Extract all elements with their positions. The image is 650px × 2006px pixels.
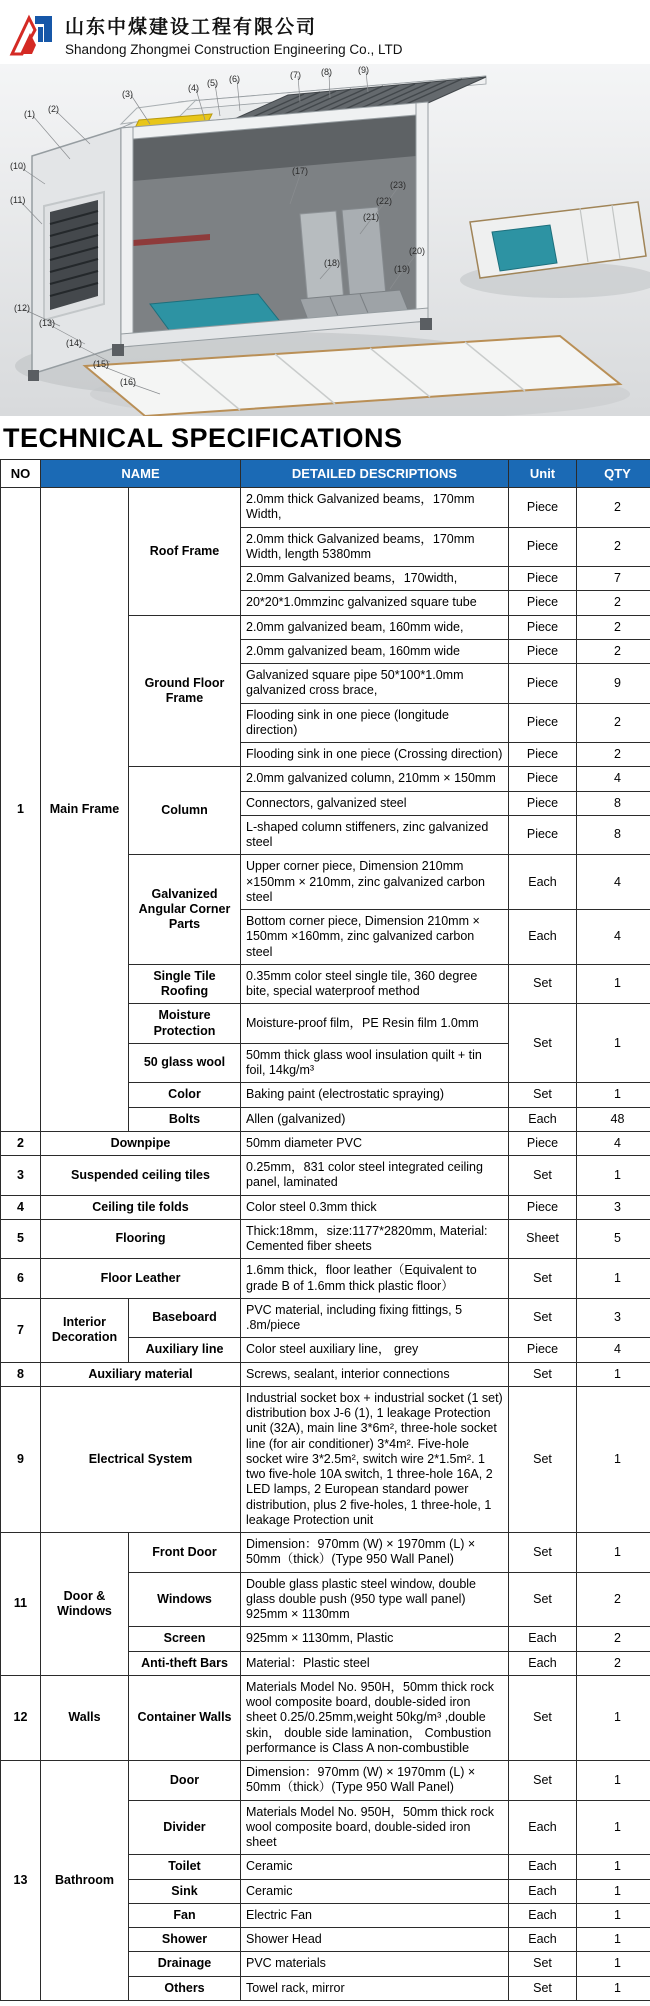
callout-label: (20) xyxy=(409,246,426,256)
company-name-en: Shandong Zhongmei Construction Engineering Co., LTD xyxy=(65,41,403,57)
description-cell: Connectors, galvanized steel xyxy=(241,791,509,815)
description-cell: Thick:18mm，size:1177*2820mm, Material: Cemented fiber sheets xyxy=(241,1219,509,1259)
unit-cell: Each xyxy=(509,1627,577,1651)
qty-cell: 1 xyxy=(577,1362,650,1386)
description-cell: Material：Plastic steel xyxy=(241,1651,509,1675)
subname-cell: Ground Floor Frame xyxy=(129,615,241,767)
unit-cell: Piece xyxy=(509,488,577,528)
table-row xyxy=(1,1675,650,1760)
callout-label: (10) xyxy=(10,161,27,171)
callout-label: (8) xyxy=(321,67,332,77)
name-cell: Flooring xyxy=(41,1219,241,1259)
description-cell: Ceramic xyxy=(241,1855,509,1879)
row-number-cell: 13 xyxy=(1,1761,41,2001)
callout-label: (18) xyxy=(324,258,341,268)
unit-cell: Each xyxy=(509,1800,577,1855)
description-cell: Upper corner piece, Dimension 210mm ×150mm × 210mm, zinc galvanized carbon steel xyxy=(241,855,509,910)
qty-cell: 4 xyxy=(577,767,650,791)
description-cell: Double glass plastic steel window, double glass double push (950 type wall panel) 925mm × 1130mm xyxy=(241,1572,509,1627)
table-row xyxy=(1,1761,650,1801)
unit-cell: Set xyxy=(509,1362,577,1386)
unit-cell: Sheet xyxy=(509,1219,577,1259)
unit-cell: Set xyxy=(509,1083,577,1107)
unit-cell: Set xyxy=(509,1386,577,1532)
unit-cell: Piece xyxy=(509,1131,577,1155)
subname-cell: Bolts xyxy=(129,1107,241,1131)
table-row xyxy=(1,1259,650,1299)
description-cell: 925mm × 1130mm, Plastic xyxy=(241,1627,509,1651)
callout-label: (4) xyxy=(188,83,199,93)
subname-cell: Windows xyxy=(129,1572,241,1627)
unit-cell: Set xyxy=(509,1156,577,1196)
description-cell: L-shaped column stiffeners, zinc galvanized steel xyxy=(241,815,509,855)
unit-cell: Piece xyxy=(509,639,577,663)
qty-cell: 1 xyxy=(577,1533,650,1573)
qty-cell: 9 xyxy=(577,664,650,704)
callout-label: (2) xyxy=(48,104,59,114)
description-cell: Dimension：970mm (W) × 1970mm (L) × 50mm（thick）(Type 950 Wall Panel) xyxy=(241,1533,509,1573)
table-row xyxy=(1,1362,650,1386)
callout-label: (23) xyxy=(390,180,407,190)
spec-table-head xyxy=(1,460,650,488)
callout-label: (15) xyxy=(93,359,110,369)
description-cell: 2.0mm galvanized beam, 160mm wide xyxy=(241,639,509,663)
description-cell: Allen (galvanized) xyxy=(241,1107,509,1131)
row-number-cell: 12 xyxy=(1,1675,41,1760)
subname-cell: Divider xyxy=(129,1800,241,1855)
table-header-row xyxy=(1,460,650,488)
name-cell: Downpipe xyxy=(41,1131,241,1155)
qty-cell: 8 xyxy=(577,791,650,815)
name-cell: Floor Leather xyxy=(41,1259,241,1299)
qty-cell: 3 xyxy=(577,1195,650,1219)
description-cell: Electric Fan xyxy=(241,1903,509,1927)
unit-cell: Piece xyxy=(509,615,577,639)
unit-cell: Set xyxy=(509,1004,577,1083)
qty-cell: 2 xyxy=(577,1627,650,1651)
unit-cell: Set xyxy=(509,1761,577,1801)
name-cell: Auxiliary material xyxy=(41,1362,241,1386)
spec-table xyxy=(0,459,650,2001)
qty-cell: 2 xyxy=(577,639,650,663)
row-number-cell: 2 xyxy=(1,1131,41,1155)
table-row xyxy=(1,1156,650,1196)
subname-cell: Single Tile Roofing xyxy=(129,964,241,1004)
description-cell: 0.25mm，831 color steel integrated ceiling panel, laminated xyxy=(241,1156,509,1196)
qty-cell: 7 xyxy=(577,567,650,591)
description-cell: Galvanized square pipe 50*100*1.0mm galvanized cross brace, xyxy=(241,664,509,704)
description-cell: Industrial socket box + industrial socket (1 set) distribution box J-6 (1), 1 leakage Protection unit (32A), main line 3*6m², three-hole socket line (for air conditioner) 3*4m². Five-hole socket wire 3*2.5m², switch wire 2*1.5m². 1 two five-hole 10A switch, 1 three-hole 16A, 2 LED lamps, 2 European standard power distribution, plus 2 five-holes, 1 three-hole, 1 leakage Protection unit xyxy=(241,1386,509,1532)
company-name-cn: 山东中煤建设工程有限公司 xyxy=(65,16,318,38)
name-cell: Interior Decoration xyxy=(41,1298,129,1362)
description-cell: Color steel 0.3mm thick xyxy=(241,1195,509,1219)
callout-label: (11) xyxy=(10,195,26,205)
table-row xyxy=(1,1298,650,1338)
qty-cell: 1 xyxy=(577,1879,650,1903)
subname-cell: Container Walls xyxy=(129,1675,241,1760)
row-number-cell: 1 xyxy=(1,488,41,1132)
callout-label: (17) xyxy=(292,166,309,176)
unit-cell: Set xyxy=(509,1298,577,1338)
qty-cell: 48 xyxy=(577,1107,650,1131)
qty-cell: 4 xyxy=(577,1338,650,1362)
unit-cell: Each xyxy=(509,1879,577,1903)
description-cell: 50mm diameter PVC xyxy=(241,1131,509,1155)
qty-cell: 4 xyxy=(577,910,650,965)
qty-cell: 1 xyxy=(577,1952,650,1976)
unit-cell: Set xyxy=(509,1259,577,1299)
subname-cell: Shower xyxy=(129,1928,241,1952)
subname-cell: Moisture Protection xyxy=(129,1004,241,1044)
row-number-cell: 4 xyxy=(1,1195,41,1219)
unit-cell: Set xyxy=(509,1533,577,1573)
callout-label: (6) xyxy=(229,74,240,84)
qty-cell: 4 xyxy=(577,1131,650,1155)
row-number-cell: 6 xyxy=(1,1259,41,1299)
unit-cell: Piece xyxy=(509,791,577,815)
description-cell: Bottom corner piece, Dimension 210mm × 150mm ×160mm, zinc galvanized carbon steel xyxy=(241,910,509,965)
subname-cell: Toilet xyxy=(129,1855,241,1879)
callout-label: (5) xyxy=(207,78,218,88)
row-number-cell: 11 xyxy=(1,1533,41,1676)
header-cell: QTY xyxy=(577,460,650,488)
description-cell: 2.0mm thick Galvanized beams，170mm Width, length 5380mm xyxy=(241,527,509,567)
unit-cell: Piece xyxy=(509,527,577,567)
row-number-cell: 3 xyxy=(1,1156,41,1196)
qty-cell: 2 xyxy=(577,1572,650,1627)
subname-cell: Screen xyxy=(129,1627,241,1651)
unit-cell: Set xyxy=(509,1976,577,2000)
table-row xyxy=(1,1195,650,1219)
description-cell: Materials Model No. 950H，50mm thick rock wool composite board, double-sided iron sheet xyxy=(241,1800,509,1855)
description-cell: Materials Model No. 950H，50mm thick rock wool composite board, double-sided iron sheet 0.25/0.25mm,weight 50kg/m³ ,double skin， double side lamination， Combustion performance is Class A non-combustible xyxy=(241,1675,509,1760)
subname-cell: Color xyxy=(129,1083,241,1107)
description-cell: 2.0mm Galvanized beams，170width, xyxy=(241,567,509,591)
qty-cell: 8 xyxy=(577,815,650,855)
qty-cell: 1 xyxy=(577,1976,650,2000)
unit-cell: Piece xyxy=(509,1338,577,1362)
row-number-cell: 9 xyxy=(1,1386,41,1532)
qty-cell: 1 xyxy=(577,1386,650,1532)
subname-cell: Door xyxy=(129,1761,241,1801)
subname-cell: Baseboard xyxy=(129,1298,241,1338)
name-cell: Suspended ceiling tiles xyxy=(41,1156,241,1196)
page-title: TECHNICAL SPECIFICATIONS xyxy=(3,423,403,453)
callout-label: (19) xyxy=(394,264,411,274)
subname-cell: Front Door xyxy=(129,1533,241,1573)
unit-cell: Piece xyxy=(509,591,577,615)
qty-cell: 1 xyxy=(577,1761,650,1801)
qty-cell: 5 xyxy=(577,1219,650,1259)
callout-label: (13) xyxy=(39,318,56,328)
subname-cell: Auxiliary line xyxy=(129,1338,241,1362)
qty-cell: 2 xyxy=(577,527,650,567)
header-cell: DETAILED DESCRIPTIONS xyxy=(241,460,509,488)
qty-cell: 1 xyxy=(577,1800,650,1855)
container-exploded-view xyxy=(0,64,650,416)
description-cell: 2.0mm thick Galvanized beams，170mm Width, xyxy=(241,488,509,528)
name-cell: Electrical System xyxy=(41,1386,241,1532)
description-cell: PVC material, including fixing fittings, 5 .8m/piece xyxy=(241,1298,509,1338)
qty-cell: 1 xyxy=(577,1855,650,1879)
subname-cell: 50 glass wool xyxy=(129,1043,241,1083)
qty-cell: 1 xyxy=(577,964,650,1004)
description-cell: Dimension：970mm (W) × 1970mm (L) × 50mm（thick）(Type 950 Wall Panel) xyxy=(241,1761,509,1801)
unit-cell: Piece xyxy=(509,567,577,591)
qty-cell: 1 xyxy=(577,1903,650,1927)
subname-cell: Sink xyxy=(129,1879,241,1903)
description-cell: Screws, sealant, interior connections xyxy=(241,1362,509,1386)
description-cell: Shower Head xyxy=(241,1928,509,1952)
unit-cell: Each xyxy=(509,1855,577,1879)
callout-label: (14) xyxy=(66,338,83,348)
unit-cell: Piece xyxy=(509,664,577,704)
name-cell: Ceiling tile folds xyxy=(41,1195,241,1219)
description-cell: 2.0mm galvanized beam, 160mm wide, xyxy=(241,615,509,639)
description-cell: 20*20*1.0mmzinc galvanized square tube xyxy=(241,591,509,615)
description-cell: 1.6mm thick，floor leather（Equivalent to grade B of 1.6mm thick plastic floor） xyxy=(241,1259,509,1299)
callout-label: (9) xyxy=(358,65,369,75)
unit-cell: Piece xyxy=(509,743,577,767)
subname-cell: Others xyxy=(129,1976,241,2000)
spec-table-body xyxy=(1,488,650,2001)
description-cell: Towel rack, mirror xyxy=(241,1976,509,2000)
callout-label: (21) xyxy=(363,212,380,222)
page-header xyxy=(0,0,650,64)
unit-cell: Piece xyxy=(509,703,577,743)
description-cell: Baking paint (electrostatic spraying) xyxy=(241,1083,509,1107)
description-cell: Moisture-proof film，PE Resin film 1.0mm xyxy=(241,1004,509,1044)
qty-cell: 1 xyxy=(577,1259,650,1299)
qty-cell: 2 xyxy=(577,743,650,767)
row-number-cell: 5 xyxy=(1,1219,41,1259)
unit-cell: Each xyxy=(509,1928,577,1952)
unit-cell: Piece xyxy=(509,767,577,791)
description-cell: Color steel auxiliary line， grey xyxy=(241,1338,509,1362)
description-cell: Flooding sink in one piece (Crossing direction) xyxy=(241,743,509,767)
table-row xyxy=(1,1131,650,1155)
name-cell: Bathroom xyxy=(41,1761,129,2001)
unit-cell: Piece xyxy=(509,815,577,855)
callout-label: (7) xyxy=(290,70,301,80)
qty-cell: 4 xyxy=(577,855,650,910)
unit-cell: Each xyxy=(509,1903,577,1927)
header-cell: Unit xyxy=(509,460,577,488)
unit-cell: Set xyxy=(509,964,577,1004)
unit-cell: Set xyxy=(509,1675,577,1760)
unit-cell: Set xyxy=(509,1952,577,1976)
description-cell: 0.35mm color steel single tile, 360 degree bite, special waterproof method xyxy=(241,964,509,1004)
row-number-cell: 8 xyxy=(1,1362,41,1386)
description-cell: Ceramic xyxy=(241,1879,509,1903)
unit-cell: Each xyxy=(509,910,577,965)
unit-cell: Each xyxy=(509,855,577,910)
callout-layer xyxy=(0,64,650,416)
qty-cell: 1 xyxy=(577,1083,650,1107)
subname-cell: Roof Frame xyxy=(129,488,241,616)
name-cell: Door & Windows xyxy=(41,1533,129,1676)
subname-cell: Fan xyxy=(129,1903,241,1927)
row-number-cell: NO xyxy=(1,460,41,488)
callout-label: (12) xyxy=(14,303,31,313)
subname-cell: Galvanized Angular Corner Parts xyxy=(129,855,241,965)
name-cell: Main Frame xyxy=(41,488,129,1132)
table-row xyxy=(1,1219,650,1259)
description-cell: Flooding sink in one piece (longitude direction) xyxy=(241,703,509,743)
qty-cell: 2 xyxy=(577,703,650,743)
subname-cell: Drainage xyxy=(129,1952,241,1976)
qty-cell: 3 xyxy=(577,1298,650,1338)
company-name-block xyxy=(65,12,402,57)
callout-label: (22) xyxy=(376,196,393,206)
qty-cell: 1 xyxy=(577,1156,650,1196)
qty-cell: 2 xyxy=(577,1651,650,1675)
qty-cell: 1 xyxy=(577,1675,650,1760)
subname-cell: Anti-theft Bars xyxy=(129,1651,241,1675)
table-row xyxy=(1,488,650,528)
callout-label: (3) xyxy=(122,89,133,99)
description-cell: 2.0mm galvanized column, 210mm × 150mm xyxy=(241,767,509,791)
qty-cell: 2 xyxy=(577,591,650,615)
description-cell: 50mm thick glass wool insulation quilt + tin foil, 14kg/m³ xyxy=(241,1043,509,1083)
table-row xyxy=(1,1386,650,1532)
unit-cell: Each xyxy=(509,1107,577,1131)
table-row xyxy=(1,1533,650,1573)
description-cell: PVC materials xyxy=(241,1952,509,1976)
qty-cell: 2 xyxy=(577,615,650,639)
callout-label: (1) xyxy=(24,109,35,119)
qty-cell: 2 xyxy=(577,488,650,528)
callout-label: (16) xyxy=(120,377,137,387)
subname-cell: Column xyxy=(129,767,241,855)
header-cell: NAME xyxy=(41,460,241,488)
unit-cell: Piece xyxy=(509,1195,577,1219)
spec-table-wrapper xyxy=(0,459,650,2001)
qty-cell: 1 xyxy=(577,1004,650,1083)
qty-cell: 1 xyxy=(577,1928,650,1952)
row-number-cell: 7 xyxy=(1,1298,41,1362)
unit-cell: Set xyxy=(509,1572,577,1627)
company-logo-icon xyxy=(8,10,56,58)
unit-cell: Each xyxy=(509,1651,577,1675)
name-cell: Walls xyxy=(41,1675,129,1760)
